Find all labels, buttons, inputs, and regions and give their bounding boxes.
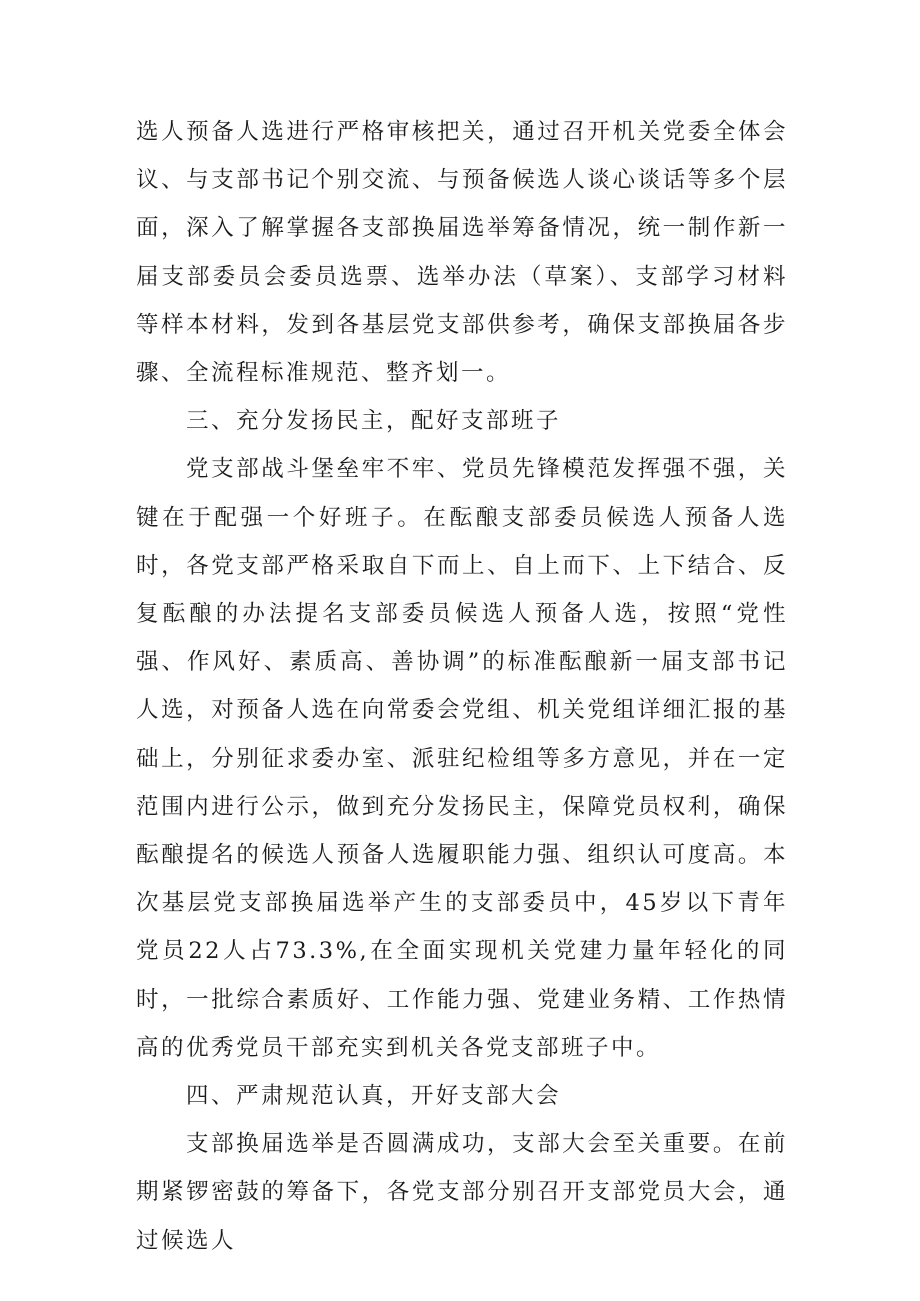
document-body (136, 108, 788, 1265)
section-3-body: 党支部战斗堡垒牢不牢、党员先锋模范发挥强不强，关键在于配强一个好班子。在酝酿支部委员候选人预备人选时，各党支部严格采取自下而上、自上而下、上下结合、反复酝酿的办法提名支部委员候选人预备人选，按照“党性强、作风好、素质高、善协调”的标准酝酿新一届支部书记人选，对预备人选在向常委会党组、机关党组详细汇报的基础上，分别征求委办室、派驻纪检组等多方意见，并在一定范围内进行公示，做到充分发扬民主，保障党员权利，确保酝酿提名的候选人预备人选履职能力强、组织认可度高。本次基层党支部换届选举产生的支部委员中，45岁以下青年党员22人占73.3%,在全面实现机关党建力量年轻化的同时，一批综合素质好、工作能力强、党建业务精、工作热情高的优秀党员干部充实到机关各党支部班子中。 (136, 456, 788, 1061)
section-4-body: 支部换届选举是否圆满成功，支部大会至关重要。在前期紧锣密鼓的筹备下，各党支部分别召开支部党员大会，通过候选人 (136, 1131, 788, 1254)
section-4-heading: 四、严肃规范认真，开好支部大会 (186, 1083, 562, 1110)
paragraph-continued: 选人预备人选进行严格审核把关，通过召开机关党委全体会议、与支部书记个别交流、与预备候选人谈心谈话等多个层面，深入了解掌握各支部换届选举筹备情况，统一制作新一届支部委员会委员选票、选举办法（草案）、支部学习材料等样本材料，发到各基层党支部供参考，确保支部换届各步骤、全流程标准规范、整齐划一。 (136, 119, 788, 387)
section-3-heading: 三、充分发扬民主，配好支部班子 (186, 408, 562, 435)
